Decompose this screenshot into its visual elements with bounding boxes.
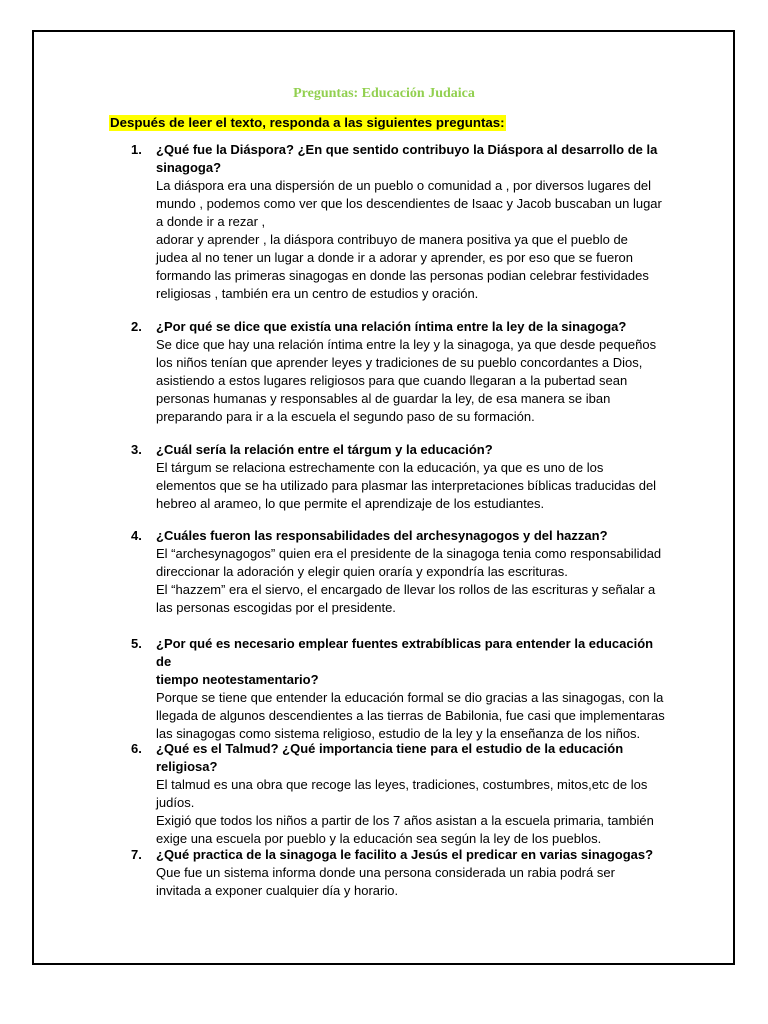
question-1 bbox=[131, 141, 666, 303]
answer-text: Porque se tiene que entender la educación formal se dio gracias a las sinagogas, con la llegada de algunos descendientes a las tierras de Babilonia, fue casi que implementaras las sinagogas como sistema religioso, estudio de la ley y la enseñanza de los niños. bbox=[156, 690, 665, 741]
question-number: 5. bbox=[131, 636, 142, 651]
question-7 bbox=[131, 846, 666, 900]
question-number: 6. bbox=[131, 741, 142, 756]
question-text: ¿Por qué se dice que existía una relación íntima entre la ley de la sinagoga? bbox=[156, 319, 627, 334]
answer-text: Que fue un sistema informa donde una persona considerada un rabia podrá ser invitada a exponer cualquier día y horario. bbox=[156, 865, 615, 898]
question-number: 3. bbox=[131, 442, 142, 457]
question-text: ¿Qué es el Talmud? ¿Qué importancia tiene para el estudio de la educación religiosa? bbox=[156, 741, 624, 774]
question-5 bbox=[131, 635, 666, 743]
question-text: ¿Cuál sería la relación entre el tárgum y la educación? bbox=[156, 442, 493, 457]
question-text: ¿Qué fue la Diáspora? ¿En que sentido contribuyo la Diáspora al desarrollo de la sinagoga? bbox=[156, 142, 658, 175]
question-text: ¿Qué practica de la sinagoga le facilito a Jesús el predicar en varias sinagogas? bbox=[156, 847, 654, 862]
answer-text: El tárgum se relaciona estrechamente con la educación, ya que es uno de los elementos que se ha utilizado para plasmar las interpretaciones bíblicas traducidas del hebreo al arameo, lo que permite el aprendizaje de los estudiantes. bbox=[156, 460, 657, 511]
question-4 bbox=[131, 527, 666, 617]
question-3 bbox=[131, 441, 666, 513]
answer-text: Se dice que hay una relación íntima entre la ley y la sinagoga, ya que desde pequeños los niños tenían que aprender leyes y tradiciones de su pueblo concordantes a Dios, asistiendo a estos lugares religiosos para que cuando llegaran a la pubertad sean personas humanas y responsables al de guardar la ley, de esa manera se iban preparando para ir a la escuela el segundo paso de su formación. bbox=[156, 337, 657, 424]
instruction-text: Después de leer el texto, responda a las siguientes preguntas: bbox=[110, 115, 505, 130]
question-number: 1. bbox=[131, 142, 142, 157]
question-number: 7. bbox=[131, 847, 142, 862]
question-2 bbox=[131, 318, 666, 426]
question-number: 4. bbox=[131, 528, 142, 543]
document-title: Preguntas: Educación Judaica bbox=[293, 86, 475, 101]
answer-text: El “archesynagogos” quien era el presidente de la sinagoga tenia como responsabilidad direccionar la adoración y elegir quien oraría y expondría las escrituras. El “hazzem” era el siervo, el encargado de llevar los rollos de las escrituras y señalar a las personas escogidas por el presidente. bbox=[156, 546, 662, 615]
question-text: ¿Por qué es necesario emplear fuentes extrabíblicas para entender la educación de tiempo neotestamentario? bbox=[156, 636, 654, 687]
question-text: ¿Cuáles fueron las responsabilidades del archesynagogos y del hazzan? bbox=[156, 528, 608, 543]
answer-text: La diáspora era una dispersión de un pueblo o comunidad a , por diversos lugares del mundo , podemos como ver que los descendientes de Isaac y Jacob buscaban un lugar a donde ir a rezar , adorar y aprender , la diáspora contribuyo de manera positiva ya que el pueblo de judea al no tener un lugar a donde ir a adorar y aprender, es por eso que se fueron formando las primeras sinagogas en donde las personas podian celebrar festividades religiosas , también era un centro de estudios y oración. bbox=[156, 178, 662, 301]
answer-text: El talmud es una obra que recoge las leyes, tradiciones, costumbres, mitos,etc de los judíos. Exigió que todos los niños a partir de los 7 años asistan a la escuela primaria, también exige una escuela por pueblo y la educación sea según la ley de los pueblos. bbox=[156, 777, 654, 846]
question-6 bbox=[131, 740, 666, 848]
question-number: 2. bbox=[131, 319, 142, 334]
